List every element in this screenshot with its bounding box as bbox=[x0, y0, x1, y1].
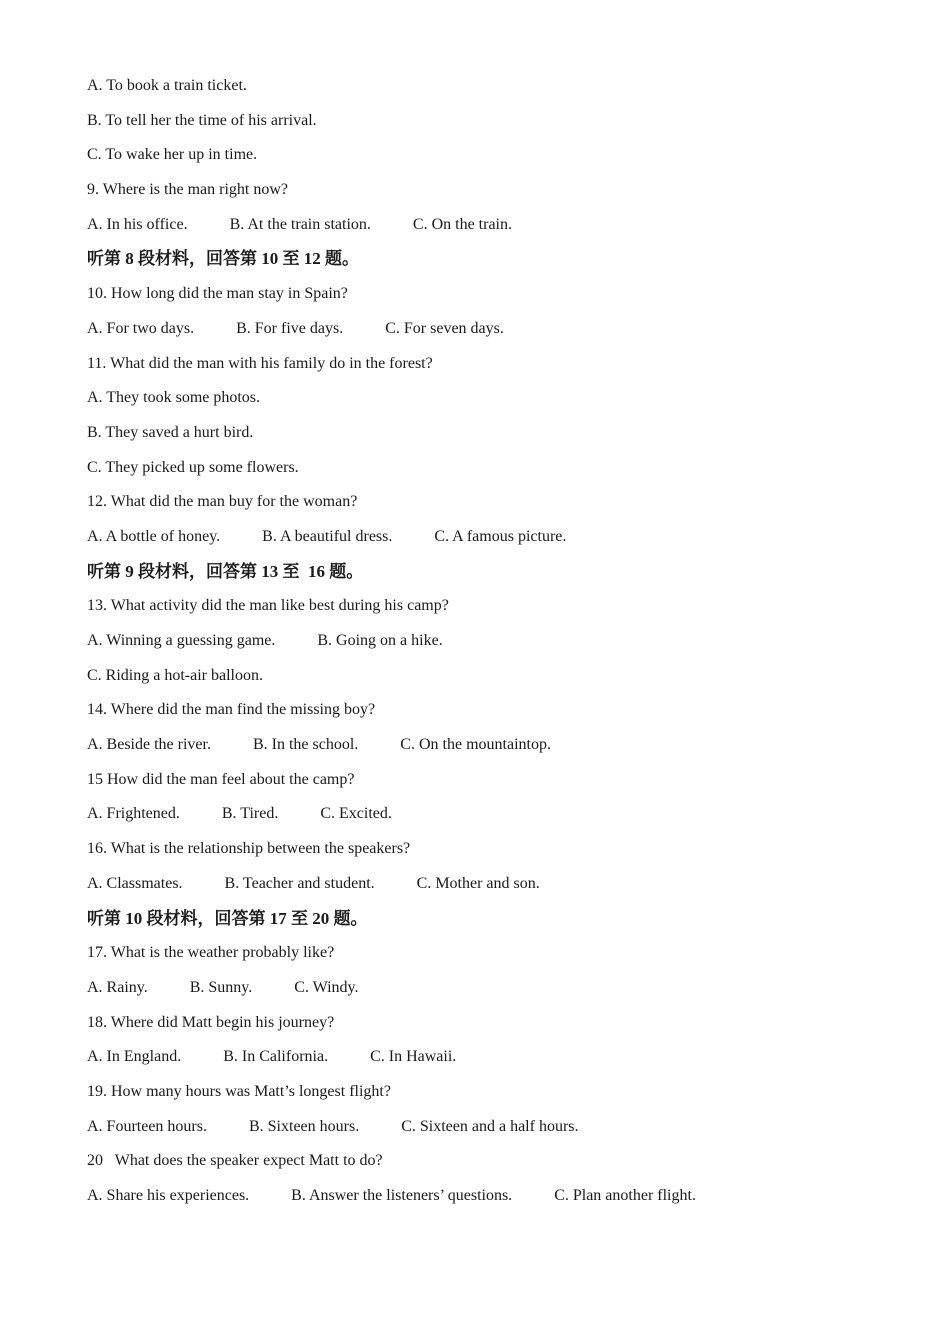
answer-options-row bbox=[87, 213, 907, 248]
section-heading: 听第 10 段材料，回答第 17 至 20 题。 bbox=[87, 908, 368, 928]
answer-option: B. For five days. bbox=[236, 319, 344, 337]
answer-option: B. Answer the listeners’ questions. bbox=[291, 1187, 513, 1204]
question-text: 18. Where did Matt begin his journey? bbox=[87, 1013, 335, 1031]
answer-option: B. Sixteen hours. bbox=[248, 1117, 360, 1135]
answer-option: B. Sunny. bbox=[189, 978, 253, 996]
question-text: 20 What does the speaker expect Matt to do? bbox=[87, 1152, 383, 1170]
answer-option: B. In the school. bbox=[252, 736, 359, 754]
question-text: 13. What activity did the man like best during his camp? bbox=[87, 597, 449, 615]
question-text: 12. What did the man buy for the woman? bbox=[87, 493, 358, 511]
answer-option: C. Excited. bbox=[320, 805, 392, 823]
answer-option: C. Sixteen and a half hours. bbox=[401, 1117, 579, 1135]
answer-option: B. Tired. bbox=[221, 805, 279, 823]
answer-option: B. Going on a hike. bbox=[317, 632, 443, 649]
answer-option: C. Windy. bbox=[294, 978, 359, 996]
question-text: 14. Where did the man find the missing boy? bbox=[87, 701, 376, 719]
answer-options-row bbox=[87, 802, 907, 837]
answer-options-row bbox=[87, 1045, 907, 1080]
answer-option: A. Classmates. bbox=[87, 874, 183, 892]
question-text: 17. What is the weather probably like? bbox=[87, 944, 335, 962]
answer-option: A. In his office. bbox=[87, 215, 188, 233]
answer-options-row bbox=[87, 525, 907, 560]
answer-option: A. Rainy. bbox=[87, 978, 148, 996]
answer-option: C. To wake her up in time. bbox=[87, 146, 258, 164]
answer-options-row bbox=[87, 1184, 907, 1219]
answer-option: A. A bottle of honey. bbox=[87, 527, 221, 545]
answer-option: A. Fourteen hours. bbox=[87, 1117, 207, 1135]
section-heading: 听第 9 段材料，回答第 13 至 16 题。 bbox=[87, 561, 364, 581]
answer-option: C. They picked up some flowers. bbox=[87, 458, 299, 476]
answer-option: C. Mother and son. bbox=[416, 874, 540, 892]
answer-option: A. For two days. bbox=[87, 319, 195, 337]
question-text: 10. How long did the man stay in Spain? bbox=[87, 285, 348, 303]
answer-option: C. In Hawaii. bbox=[370, 1048, 457, 1066]
answer-option: A. In England. bbox=[87, 1048, 182, 1066]
answer-options-row bbox=[87, 629, 907, 664]
answer-option: C. Plan another flight. bbox=[554, 1187, 696, 1204]
answer-option: C. A famous picture. bbox=[434, 527, 567, 545]
section-heading: 听第 8 段材料，回答第 10 至 12 题。 bbox=[87, 249, 359, 269]
answer-option: C. Riding a hot-air balloon. bbox=[87, 666, 263, 684]
question-text: 9. Where is the man right now? bbox=[87, 181, 288, 199]
question-text: 19. How many hours was Matt’s longest flight? bbox=[87, 1082, 391, 1100]
answer-option: B. In California. bbox=[223, 1048, 329, 1066]
answer-options-row bbox=[87, 317, 907, 352]
answer-option: B. A beautiful dress. bbox=[262, 527, 393, 545]
answer-options-row bbox=[87, 733, 907, 768]
answer-option: A. Winning a guessing game. bbox=[87, 632, 276, 649]
question-text: 16. What is the relationship between the speakers? bbox=[87, 840, 411, 858]
answer-options-row bbox=[87, 872, 907, 907]
answer-option: B. To tell her the time of his arrival. bbox=[87, 111, 317, 129]
answer-option: C. For seven days. bbox=[385, 319, 504, 337]
answer-option: B. At the train station. bbox=[229, 215, 371, 233]
question-text: 15 How did the man feel about the camp? bbox=[87, 770, 355, 788]
answer-option: B. Teacher and student. bbox=[224, 874, 375, 892]
answer-option: B. They saved a hurt bird. bbox=[87, 423, 254, 441]
answer-option: C. On the train. bbox=[412, 215, 512, 233]
answer-options-row bbox=[87, 1115, 907, 1150]
question-text: 11. What did the man with his family do in the forest? bbox=[87, 354, 433, 372]
document-page bbox=[87, 74, 907, 1219]
answer-options-row bbox=[87, 976, 907, 1011]
answer-option: A. Beside the river. bbox=[87, 736, 211, 754]
answer-option: A. Frightened. bbox=[87, 805, 180, 823]
answer-option: A. To book a train ticket. bbox=[87, 77, 247, 94]
answer-option: A. They took some photos. bbox=[87, 389, 261, 407]
answer-option: A. Share his experiences. bbox=[87, 1187, 250, 1204]
answer-option: C. On the mountaintop. bbox=[400, 736, 551, 754]
